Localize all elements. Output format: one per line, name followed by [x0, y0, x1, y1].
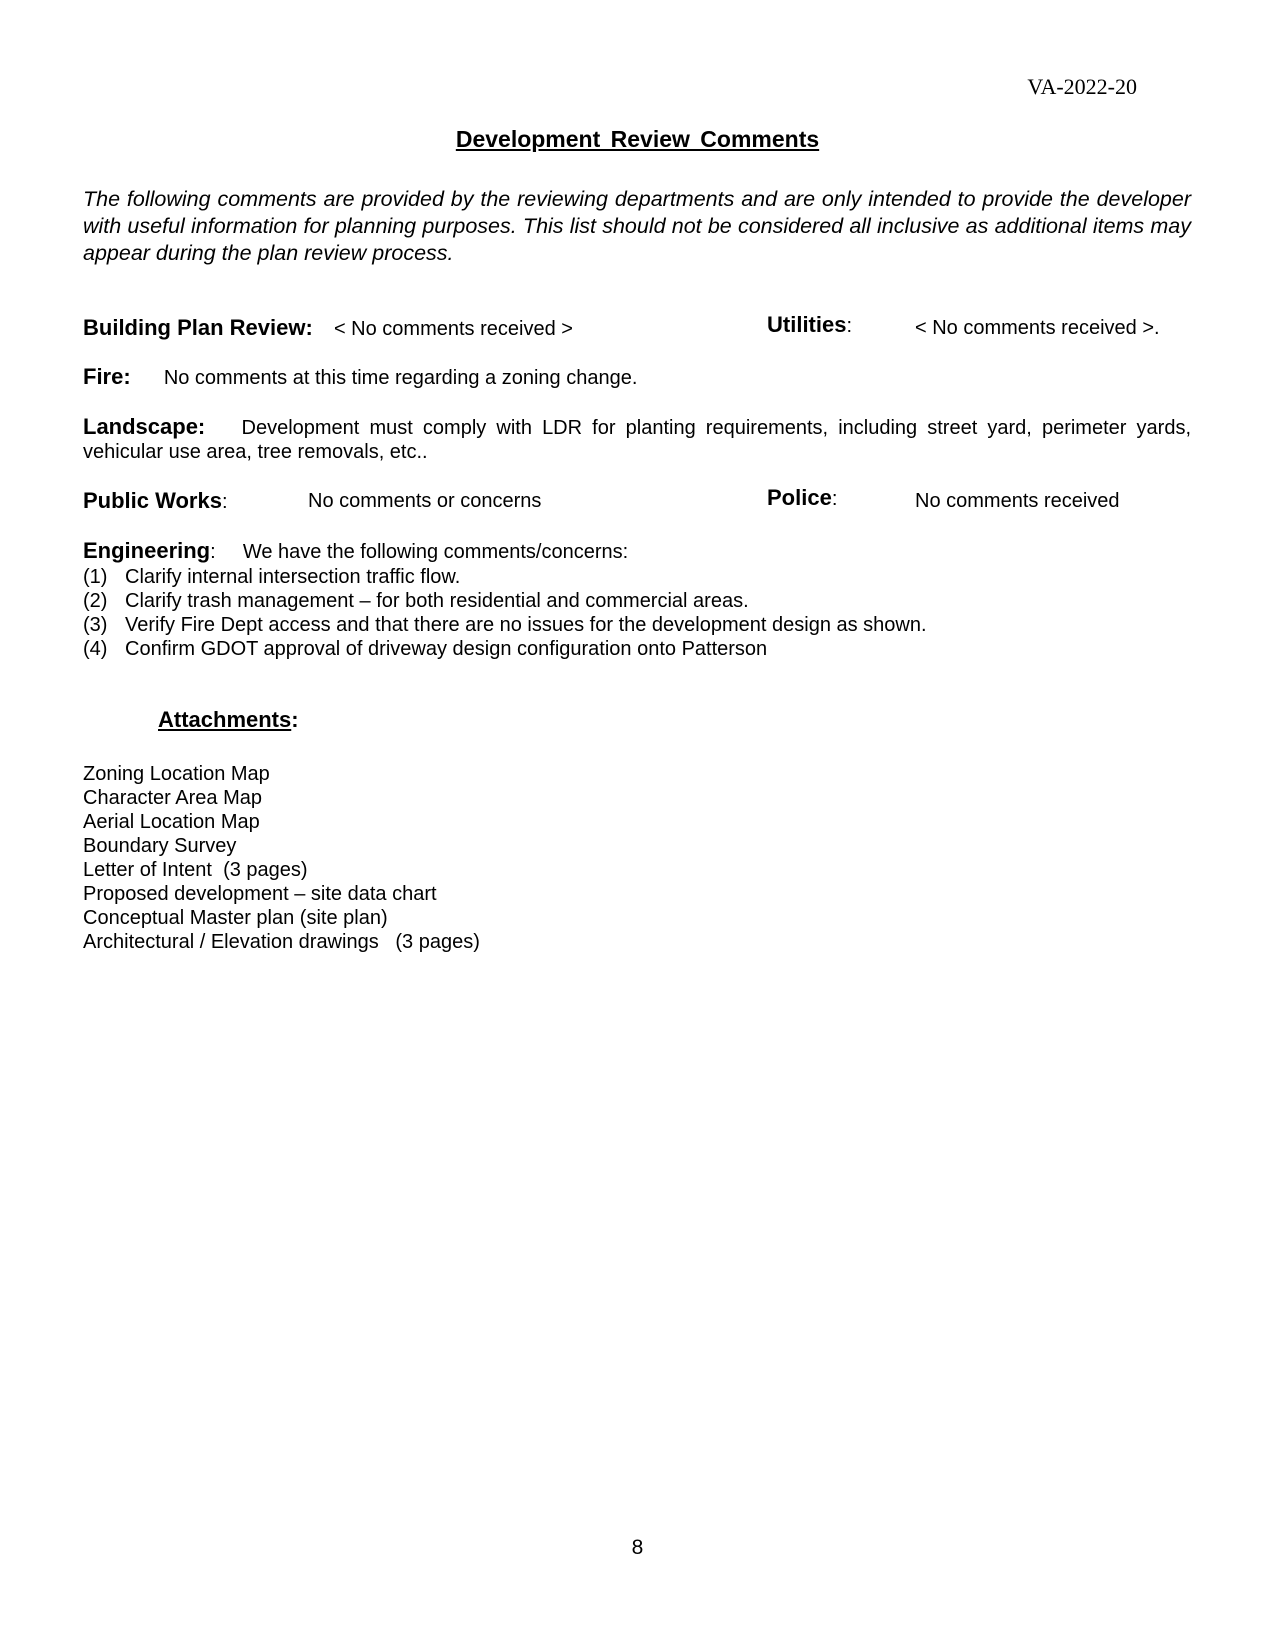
- list-item-number: (3): [83, 614, 108, 636]
- attachment-item: Character Area Map: [83, 787, 262, 809]
- fire-label: Fire:: [83, 364, 131, 389]
- list-item-text: Clarify internal intersection traffic flow.: [125, 566, 461, 588]
- list-item-text: Confirm GDOT approval of driveway design configuration onto Patterson: [125, 638, 768, 660]
- page-number: 8: [631, 1536, 644, 1559]
- engineering-colon: :: [210, 541, 216, 563]
- engineering-row: [83, 539, 628, 564]
- list-item: [83, 613, 927, 637]
- fire-value: No comments at this time regarding a zoning change.: [163, 367, 638, 389]
- police-value: No comments received: [915, 490, 1120, 512]
- attachment-item: Boundary Survey: [83, 835, 237, 857]
- attachment-item: Conceptual Master plan (site plan): [83, 907, 388, 929]
- list-item-number: (1): [83, 566, 108, 588]
- publicworks-police-row: [83, 485, 1191, 514]
- page-id: VA-2022-20: [1027, 74, 1137, 99]
- attachment-item: Zoning Location Map: [83, 763, 270, 785]
- building-value: < No comments received >: [333, 318, 573, 340]
- list-item-number: (2): [83, 590, 108, 612]
- public-works-value: No comments or concerns: [308, 490, 542, 512]
- public-works-colon: :: [221, 491, 228, 513]
- attachment-item: Aerial Location Map: [83, 811, 260, 833]
- landscape-value: Development must comply with LDR for planting requirements, including street yard, perimeter yards, vehicular use area, tree removals, etc..: [83, 417, 1192, 463]
- list-item-number: (4): [83, 638, 108, 660]
- list-item: [83, 565, 927, 589]
- list-item: [83, 637, 927, 661]
- page-title: Development Review Comments: [455, 126, 820, 152]
- intro-paragraph: The following comments are provided by the reviewing departments and are only intended to provide the developer with useful information for planning purposes. This list should not be considered all inclusive as additional items may appear during the plan review process.: [83, 187, 1191, 265]
- list-item-text: Clarify trash management – for both residential and commercial areas.: [125, 590, 749, 612]
- attachments-heading: [158, 707, 299, 733]
- attachment-item: Architectural / Elevation drawings (3 pages): [83, 931, 480, 953]
- attachments-list: [83, 762, 480, 954]
- utilities-value: < No comments received >.: [915, 317, 1160, 339]
- public-works-label: Public Works: [83, 488, 222, 513]
- police-colon: :: [831, 488, 838, 510]
- building-label: Building Plan Review:: [83, 315, 313, 340]
- list-item-text: Verify Fire Dept access and that there are no issues for the development design as shown.: [125, 614, 927, 636]
- utilities-label: Utilities: [767, 312, 847, 337]
- attachments-heading-colon: :: [291, 707, 299, 732]
- utilities-colon: :: [846, 315, 853, 337]
- fire-row: [83, 365, 637, 390]
- building-utilities-row: [83, 312, 1191, 341]
- landscape-label: Landscape:: [83, 414, 206, 439]
- attachment-item: Proposed development – site data chart: [83, 883, 437, 905]
- engineering-list: [83, 565, 927, 661]
- attachments-heading-text: Attachments: [158, 707, 292, 732]
- landscape-row: [83, 415, 1191, 464]
- attachment-item: Letter of Intent (3 pages): [83, 859, 308, 881]
- list-item: [83, 589, 927, 613]
- engineering-label: Engineering: [83, 538, 211, 563]
- police-label: Police: [767, 485, 832, 510]
- engineering-value: We have the following comments/concerns:: [242, 541, 629, 563]
